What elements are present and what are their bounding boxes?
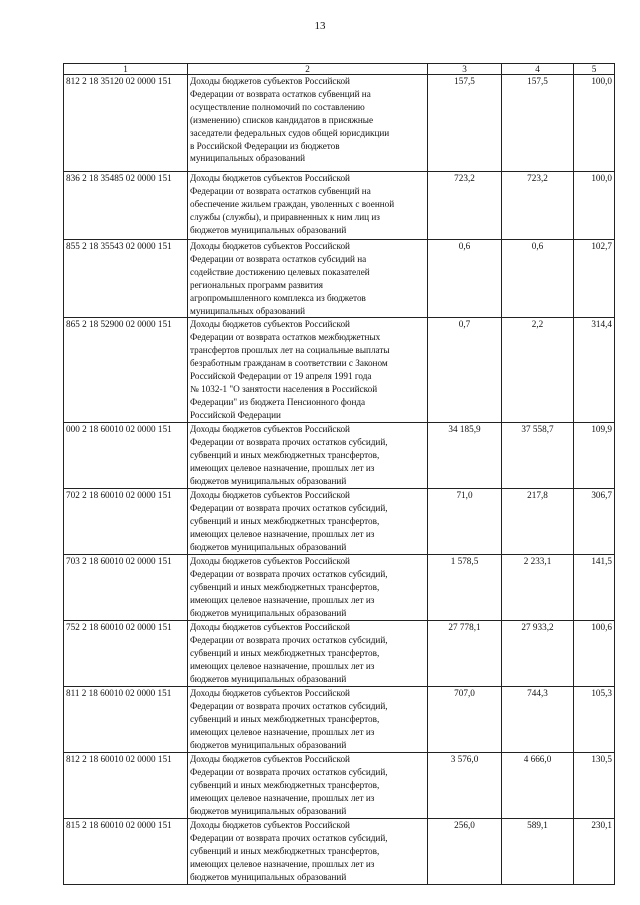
table-row bbox=[64, 423, 615, 489]
table-row bbox=[64, 172, 615, 240]
column-header-2: 2 bbox=[188, 64, 428, 75]
table-row bbox=[64, 687, 615, 753]
value-col4-cell: 37 558,7 bbox=[502, 423, 574, 489]
value-col3-cell: 1 578,5 bbox=[428, 555, 502, 621]
value-col4-cell: 589,1 bbox=[502, 819, 574, 885]
table-row bbox=[64, 318, 615, 423]
value-col4-cell: 0,6 bbox=[502, 240, 574, 318]
table-row bbox=[64, 753, 615, 819]
table-row bbox=[64, 555, 615, 621]
value-col3-cell: 723,2 bbox=[428, 172, 502, 240]
description-cell: Доходы бюджетов субъектов Российской Федерации от возврата остатков межбюджетных трансфертов прошлых лет на социальные выплаты безработным гражданам в соответствии с Законом Российской Федерации от 19 апреля 1991 года № 1032-1 "О занятости населения в Российской Федерации" из бюджета Пенсионного фонда Российской Федерации bbox=[188, 318, 428, 423]
value-col4-cell: 157,5 bbox=[502, 75, 574, 172]
percent-cell: 105,3 bbox=[574, 687, 615, 753]
description-cell: Доходы бюджетов субъектов Российской Федерации от возврата прочих остатков субсидий, субвенций и иных межбюджетных трансфертов, имеющих целевое назначение, прошлых лет из бюджетов муниципальных образований bbox=[188, 423, 428, 489]
budget-code-cell: 836 2 18 35485 02 0000 151 bbox=[64, 172, 188, 240]
description-cell: Доходы бюджетов субъектов Российской Федерации от возврата прочих остатков субсидий, субвенций и иных межбюджетных трансфертов, имеющих целевое назначение, прошлых лет из бюджетов муниципальных образований bbox=[188, 753, 428, 819]
budget-code-cell: 811 2 18 60010 02 0000 151 bbox=[64, 687, 188, 753]
budget-code-cell: 702 2 18 60010 02 0000 151 bbox=[64, 489, 188, 555]
column-number-row bbox=[64, 64, 615, 75]
description-cell: Доходы бюджетов субъектов Российской Федерации от возврата прочих остатков субсидий, субвенций и иных межбюджетных трансфертов, имеющих целевое назначение, прошлых лет из бюджетов муниципальных образований bbox=[188, 555, 428, 621]
budget-income-table bbox=[63, 63, 615, 885]
table-row bbox=[64, 819, 615, 885]
percent-cell: 230,1 bbox=[574, 819, 615, 885]
value-col3-cell: 0,6 bbox=[428, 240, 502, 318]
description-cell: Доходы бюджетов субъектов Российской Федерации от возврата прочих остатков субсидий, субвенций и иных межбюджетных трансфертов, имеющих целевое назначение, прошлых лет из бюджетов муниципальных образований bbox=[188, 489, 428, 555]
column-header-5: 5 bbox=[574, 64, 615, 75]
description-cell: Доходы бюджетов субъектов Российской Федерации от возврата остатков субвенций на обеспечение жильем граждан, уволенных с военной службы (службы), и приравненных к ним лиц из бюджетов муниципальных образований bbox=[188, 172, 428, 240]
budget-code-cell: 855 2 18 35543 02 0000 151 bbox=[64, 240, 188, 318]
percent-cell: 130,5 bbox=[574, 753, 615, 819]
value-col3-cell: 0,7 bbox=[428, 318, 502, 423]
table-row bbox=[64, 240, 615, 318]
budget-code-cell: 812 2 18 35120 02 0000 151 bbox=[64, 75, 188, 172]
table-row bbox=[64, 621, 615, 687]
column-header-4: 4 bbox=[502, 64, 574, 75]
value-col4-cell: 744,3 bbox=[502, 687, 574, 753]
description-cell: Доходы бюджетов субъектов Российской Федерации от возврата остатков субсидий на содействие достижению целевых показателей региональных программ развития агропромышленного комплекса из бюджетов муниципальных образований bbox=[188, 240, 428, 318]
value-col3-cell: 34 185,9 bbox=[428, 423, 502, 489]
table-row bbox=[64, 75, 615, 172]
value-col4-cell: 723,2 bbox=[502, 172, 574, 240]
description-cell: Доходы бюджетов субъектов Российской Федерации от возврата прочих остатков субсидий, субвенций и иных межбюджетных трансфертов, имеющих целевое назначение, прошлых лет из бюджетов муниципальных образований bbox=[188, 621, 428, 687]
budget-code-cell: 752 2 18 60010 02 0000 151 bbox=[64, 621, 188, 687]
percent-cell: 314,4 bbox=[574, 318, 615, 423]
percent-cell: 100,6 bbox=[574, 621, 615, 687]
percent-cell: 100,0 bbox=[574, 172, 615, 240]
percent-cell: 109,9 bbox=[574, 423, 615, 489]
value-col3-cell: 157,5 bbox=[428, 75, 502, 172]
value-col4-cell: 2,2 bbox=[502, 318, 574, 423]
value-col4-cell: 27 933,2 bbox=[502, 621, 574, 687]
value-col4-cell: 217,8 bbox=[502, 489, 574, 555]
value-col3-cell: 707,0 bbox=[428, 687, 502, 753]
description-cell: Доходы бюджетов субъектов Российской Федерации от возврата остатков субвенций на осуществление полномочий по составлению (изменению) списков кандидатов в присяжные заседатели федеральных судов общей юрисдикции в Российской Федерации из бюджетов муниципальных образований bbox=[188, 75, 428, 172]
value-col4-cell: 4 666,0 bbox=[502, 753, 574, 819]
value-col3-cell: 256,0 bbox=[428, 819, 502, 885]
value-col3-cell: 27 778,1 bbox=[428, 621, 502, 687]
description-cell: Доходы бюджетов субъектов Российской Федерации от возврата прочих остатков субсидий, субвенций и иных межбюджетных трансфертов, имеющих целевое назначение, прошлых лет из бюджетов муниципальных образований bbox=[188, 819, 428, 885]
percent-cell: 100,0 bbox=[574, 75, 615, 172]
column-header-1: 1 bbox=[64, 64, 188, 75]
budget-code-cell: 000 2 18 60010 02 0000 151 bbox=[64, 423, 188, 489]
percent-cell: 102,7 bbox=[574, 240, 615, 318]
budget-code-cell: 815 2 18 60010 02 0000 151 bbox=[64, 819, 188, 885]
table-row bbox=[64, 489, 615, 555]
value-col3-cell: 71,0 bbox=[428, 489, 502, 555]
page-number: 13 bbox=[314, 20, 326, 32]
value-col4-cell: 2 233,1 bbox=[502, 555, 574, 621]
column-header-3: 3 bbox=[428, 64, 502, 75]
percent-cell: 306,7 bbox=[574, 489, 615, 555]
budget-code-cell: 703 2 18 60010 02 0000 151 bbox=[64, 555, 188, 621]
budget-code-cell: 865 2 18 52900 02 0000 151 bbox=[64, 318, 188, 423]
description-cell: Доходы бюджетов субъектов Российской Федерации от возврата прочих остатков субсидий, субвенций и иных межбюджетных трансфертов, имеющих целевое назначение, прошлых лет из бюджетов муниципальных образований bbox=[188, 687, 428, 753]
budget-code-cell: 812 2 18 60010 02 0000 151 bbox=[64, 753, 188, 819]
value-col3-cell: 3 576,0 bbox=[428, 753, 502, 819]
percent-cell: 141,5 bbox=[574, 555, 615, 621]
